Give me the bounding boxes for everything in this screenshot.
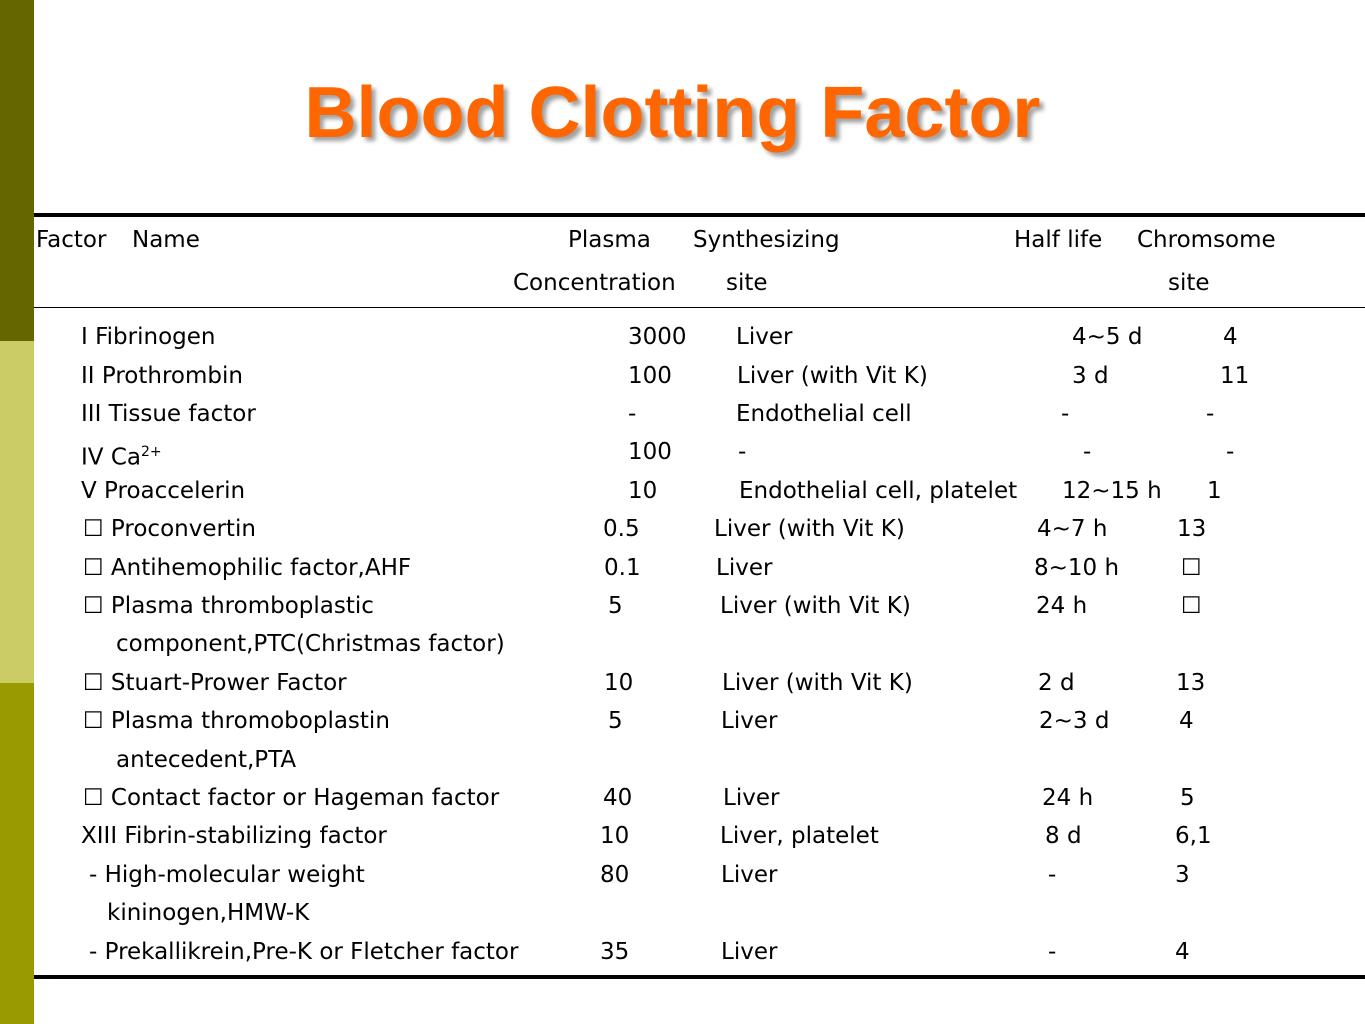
header-plasma: Plasma: [568, 227, 651, 253]
cell-chromosome: -: [1206, 401, 1215, 427]
cell-name: III Tissue factor: [81, 401, 256, 427]
cell-concentration: 100: [628, 439, 672, 465]
header-half-life: Half life: [1014, 227, 1103, 253]
header-chromosome: Chromsome: [1137, 227, 1276, 253]
cell-name: IV $Ca^{2+}$: [81, 444, 162, 471]
table-top-rule: [34, 213, 1365, 217]
cell-concentration: 10: [604, 670, 634, 696]
cell-concentration: 35: [600, 939, 630, 965]
header-concentration: Concentration: [513, 270, 676, 296]
cell-name: V Proaccelerin: [81, 478, 246, 504]
table-header-rule: [34, 307, 1365, 308]
cell-concentration: 5: [608, 593, 623, 619]
cell-name: ☐ Contact factor or Hageman factor: [83, 785, 500, 811]
cell-concentration: 100: [628, 363, 672, 389]
cell-chromosome: 5: [1180, 785, 1195, 811]
header-synthesizing: Synthesizing: [693, 227, 840, 253]
cell-chromosome: 1: [1207, 478, 1222, 504]
cell-chromosome: 4: [1175, 939, 1190, 965]
cell-half-life: 24 h: [1042, 785, 1094, 811]
cell-site: Liver (with Vit K): [737, 363, 928, 389]
cell-name: - Prekallikrein,Pre-K or Fletcher factor: [89, 939, 519, 965]
header-synth-site: site: [726, 270, 768, 296]
cell-half-life: 4~5 d: [1072, 324, 1143, 350]
cell-site: Liver: [736, 324, 793, 350]
cell-concentration: 80: [600, 862, 630, 888]
cell-site: Endothelial cell, platelet: [739, 478, 1018, 504]
cell-chromosome: ☐: [1181, 555, 1202, 581]
cell-concentration: 40: [603, 785, 633, 811]
cell-chromosome: 13: [1176, 670, 1206, 696]
cell-half-life: 12~15 h: [1062, 478, 1162, 504]
cell-name: ☐ Plasma thromboplastic: [83, 593, 374, 619]
cell-half-life: -: [1083, 439, 1092, 465]
header-name: Name: [132, 227, 200, 253]
cell-site: Liver: [721, 708, 778, 734]
cell-concentration: 0.5: [603, 516, 640, 542]
cell-name: ☐ Stuart-Prower Factor: [83, 670, 347, 696]
cell-half-life: 2~3 d: [1039, 708, 1110, 734]
cell-half-life: 8 d: [1045, 823, 1082, 849]
cell-concentration: 10: [600, 823, 630, 849]
cell-half-life: 3 d: [1072, 363, 1109, 389]
cell-chromosome: 3: [1175, 862, 1190, 888]
cell-concentration: 0.1: [604, 555, 641, 581]
cell-site: -: [738, 439, 747, 465]
cell-site: Liver: [723, 785, 780, 811]
cell-half-life: 24 h: [1036, 593, 1088, 619]
cell-site: Liver (with Vit K): [714, 516, 905, 542]
sidebar-stripe-dark: [0, 0, 34, 341]
superscript: 2+: [140, 444, 162, 460]
cell-name: I Fibrinogen: [81, 324, 216, 350]
cell-half-life: 2 d: [1038, 670, 1075, 696]
cell-chromosome: 13: [1177, 516, 1207, 542]
cell-half-life: -: [1061, 401, 1070, 427]
header-factor: Factor: [36, 227, 107, 253]
cell-half-life: -: [1048, 862, 1057, 888]
cell-concentration: 3000: [628, 324, 687, 350]
cell-chromosome: 4: [1223, 324, 1238, 350]
cell-chromosome: 6,1: [1175, 823, 1212, 849]
sidebar-stripe-light: [0, 341, 34, 683]
cell-concentration: -: [628, 401, 637, 427]
cell-half-life: 4~7 h: [1037, 516, 1108, 542]
cell-name: - High-molecular weight: [89, 862, 365, 888]
cell-name-continued: antecedent,PTA: [116, 747, 297, 773]
cell-name-continued: component,PTC(Christmas factor): [116, 631, 505, 657]
cell-site: Liver: [716, 555, 773, 581]
cell-half-life: 8~10 h: [1034, 555, 1120, 581]
cell-chromosome: ☐: [1181, 593, 1202, 619]
header-chrom-site: site: [1168, 270, 1210, 296]
cell-name: XIII Fibrin-stabilizing factor: [81, 823, 387, 849]
cell-name: ☐ Antihemophilic factor,AHF: [83, 555, 412, 581]
cell-site: Liver (with Vit K): [722, 670, 913, 696]
sidebar-stripe-mid: [0, 683, 34, 1024]
cell-chromosome: 11: [1220, 363, 1250, 389]
cell-name: ☐ Proconvertin: [83, 516, 256, 542]
cell-site: Endothelial cell: [736, 401, 912, 427]
slide-title: Blood Clotting Factor: [304, 73, 1041, 153]
cell-chromosome: -: [1226, 439, 1235, 465]
cell-chromosome: 4: [1179, 708, 1194, 734]
table-bottom-rule: [34, 975, 1365, 979]
cell-half-life: -: [1048, 939, 1057, 965]
cell-name: ☐ Plasma thromoboplastin: [83, 708, 390, 734]
cell-site: Liver: [721, 939, 778, 965]
cell-concentration: 5: [608, 708, 623, 734]
cell-concentration: 10: [628, 478, 658, 504]
cell-site: Liver, platelet: [720, 823, 879, 849]
cell-site: Liver: [721, 862, 778, 888]
cell-name: II Prothrombin: [81, 363, 243, 389]
cell-name-continued: kininogen,HMW-K: [107, 900, 310, 926]
cell-site: Liver (with Vit K): [720, 593, 911, 619]
